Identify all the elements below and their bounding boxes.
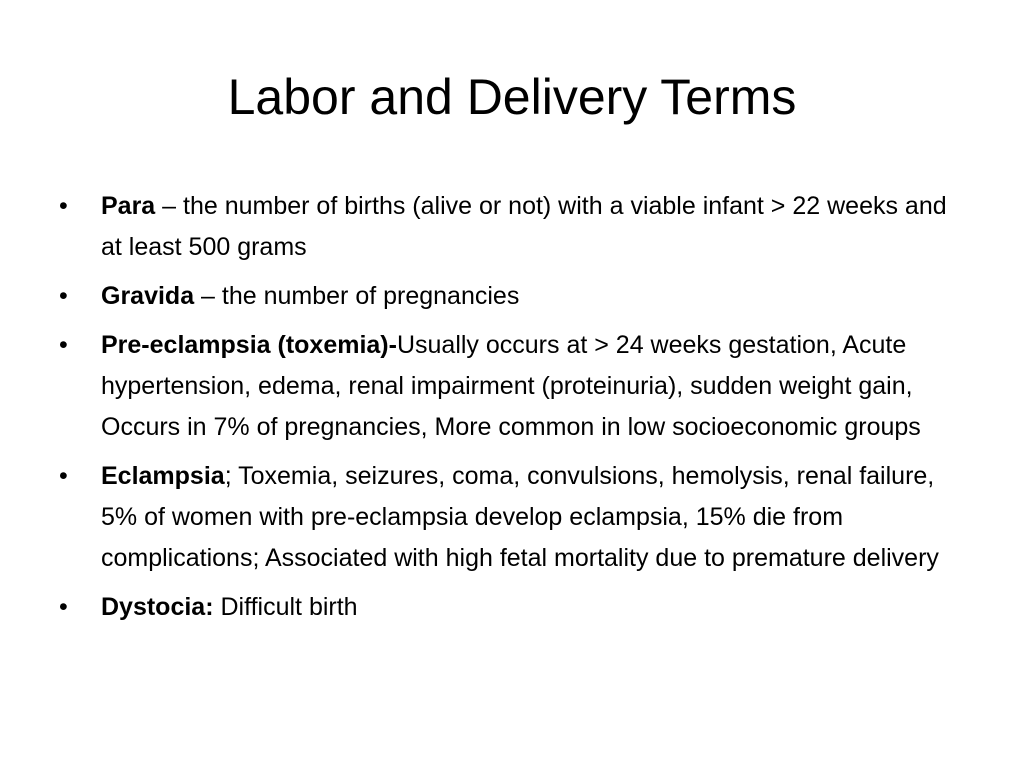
list-item-eclampsia	[55, 456, 955, 579]
bullet-icon: •	[59, 462, 68, 490]
definition-dystocia: Difficult birth	[213, 593, 358, 621]
term-dystocia: Dystocia:	[101, 593, 214, 621]
bullet-list	[55, 186, 955, 636]
term-pre-eclampsia: Pre-eclampsia (toxemia)-	[101, 331, 397, 359]
bullet-icon: •	[59, 282, 68, 310]
bullet-icon: •	[59, 192, 68, 220]
term-para: Para	[101, 192, 156, 220]
term-eclampsia: Eclampsia	[101, 462, 225, 490]
list-item-para	[55, 186, 955, 268]
bullet-icon: •	[59, 331, 68, 359]
list-item-dystocia	[55, 587, 955, 628]
definition-pre-eclampsia: Usually occurs at > 24 weeks gestation, Acute hypertension, edema, renal impairment (proteinuria), sudden weight gain, Occurs in 7% of pregnancies, More common in low socioeconomic groups	[101, 331, 921, 441]
list-item-gravida	[55, 276, 955, 317]
definition-para: – the number of births (alive or not) with a viable infant > 22 weeks and at least 500 grams	[101, 192, 947, 261]
bullet-icon: •	[59, 593, 68, 621]
term-gravida: Gravida	[101, 282, 195, 310]
definition-eclampsia: ; Toxemia, seizures, coma, convulsions, hemolysis, renal failure, 5% of women with pre-eclampsia develop eclampsia, 15% die from complications; Associated with high fetal mortality due to premature delivery	[101, 462, 939, 572]
definition-gravida: – the number of pregnancies	[194, 282, 520, 310]
slide-title: Labor and Delivery Terms	[227, 69, 797, 125]
list-item-pre-eclampsia	[55, 325, 955, 448]
